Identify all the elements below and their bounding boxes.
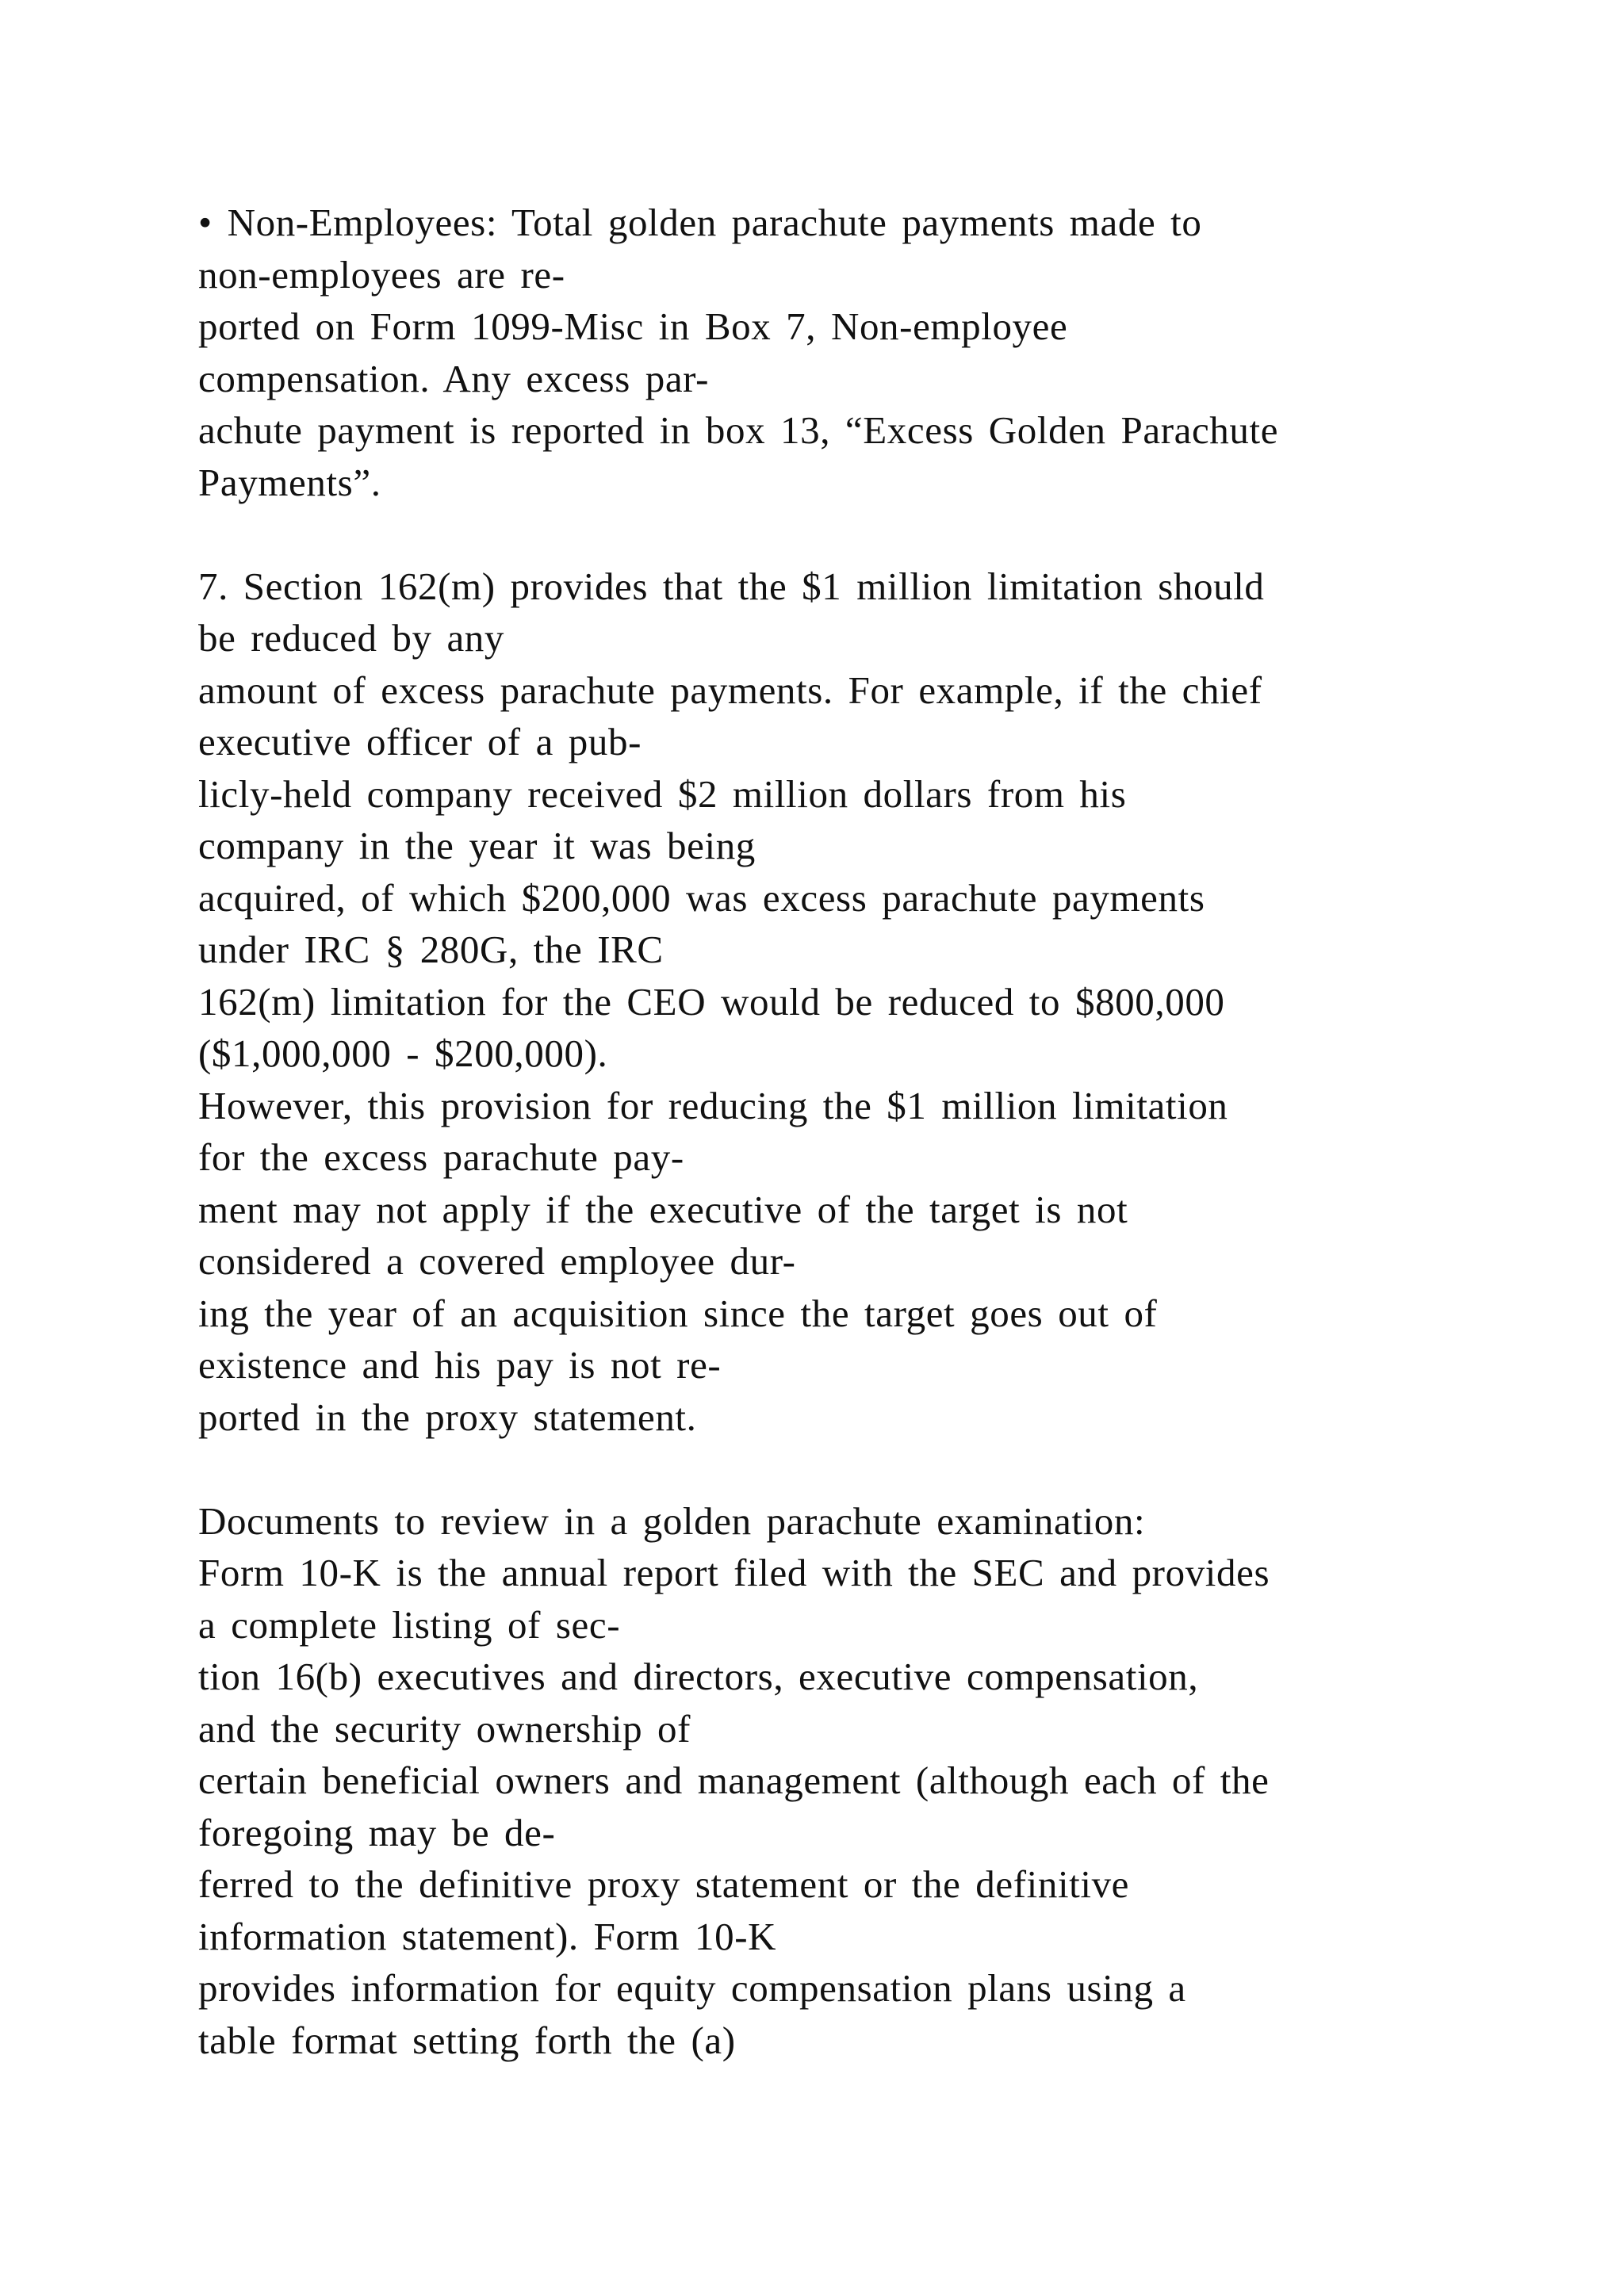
- paragraph-spacer: [198, 508, 1546, 561]
- text-line: Documents to review in a golden parachute examination:: [198, 1498, 1146, 1543]
- text-line: amount of excess parachute payments. For example, if the chief: [198, 668, 1262, 712]
- text-line: acquired, of which $200,000 was excess parachute payments: [198, 875, 1205, 920]
- text-line: provides information for equity compensation plans using a: [198, 1966, 1186, 2010]
- paragraph-non-employees: [198, 197, 1546, 508]
- text-line: tion 16(b) executives and directors, executive compensation,: [198, 1655, 1199, 1698]
- text-line: ferred to the definitive proxy statement or the definitive: [198, 1862, 1130, 1906]
- text-line: Payments”.: [198, 460, 381, 504]
- text-line: and the security ownership of: [198, 1706, 691, 1751]
- text-line: 7. Section 162(m) provides that the $1 million limitation should: [198, 564, 1265, 608]
- text-line: certain beneficial owners and management (although each of the: [198, 1758, 1270, 1802]
- text-line: ing the year of an acquisition since the target goes out of: [198, 1291, 1158, 1335]
- text-line: ported in the proxy statement.: [198, 1395, 697, 1439]
- text-line: 162(m) limitation for the CEO would be reduced to $800,000: [198, 979, 1225, 1024]
- text-line: under IRC § 280G, the IRC: [198, 928, 664, 971]
- text-line: • Non-Employees: Total golden parachute payments made to: [198, 201, 1202, 244]
- document-body: [198, 197, 1546, 2066]
- paragraph-section-162m: [198, 561, 1546, 1444]
- text-line: ported on Form 1099-Misc in Box 7, Non-employee: [198, 304, 1068, 348]
- paragraph-documents-to-review: [198, 1495, 1546, 2067]
- paragraph-spacer: [198, 1443, 1546, 1495]
- text-line: a complete listing of sec-: [198, 1602, 621, 1647]
- text-line: Form 10-K is the annual report filed with the SEC and provides: [198, 1551, 1270, 1594]
- text-line: existence and his pay is not re-: [198, 1343, 722, 1387]
- text-line: ment may not apply if the executive of the target is not: [198, 1187, 1128, 1231]
- text-line: table format setting forth the (a): [198, 2018, 736, 2062]
- text-line: ($1,000,000 - $200,000).: [198, 1031, 608, 1075]
- text-line: licly-held company received $2 million dollars from his: [198, 771, 1127, 816]
- text-line: company in the year it was being: [198, 824, 756, 867]
- text-line: executive officer of a pub-: [198, 720, 642, 763]
- text-line: achute payment is reported in box 13, “Excess Golden Parachute: [198, 408, 1279, 452]
- text-line: considered a covered employee dur-: [198, 1239, 796, 1283]
- text-line: However, this provision for reducing the $1 million limitation: [198, 1083, 1228, 1127]
- text-line: foregoing may be de-: [198, 1810, 556, 1854]
- text-line: information statement). Form 10-K: [198, 1914, 777, 1958]
- text-line: compensation. Any excess par-: [198, 356, 710, 400]
- text-line: for the excess parachute pay-: [198, 1135, 684, 1179]
- text-line: be reduced by any: [198, 616, 505, 660]
- text-line: non-employees are re-: [198, 252, 565, 297]
